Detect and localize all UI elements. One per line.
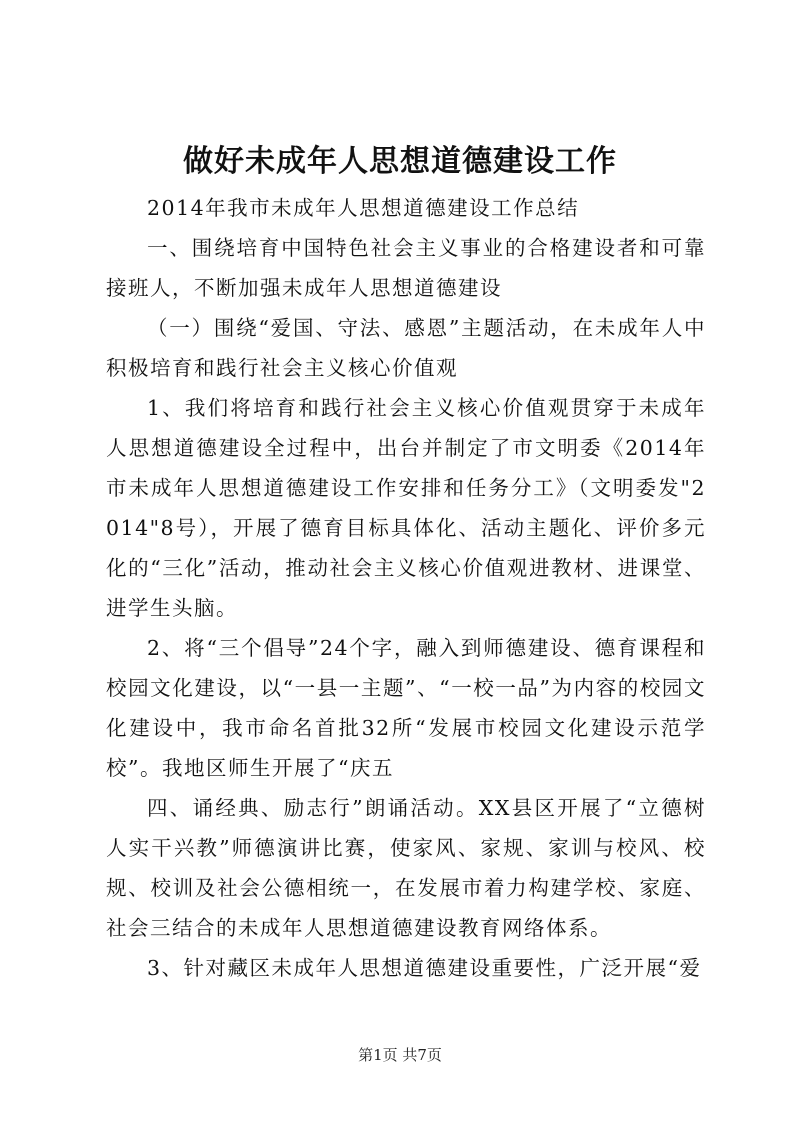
document-title: 做好未成年人思想道德建设工作 bbox=[183, 144, 617, 179]
paragraph-item-3: 3、针对藏区未成年人思想道德建设重要性，广泛开展“爱 bbox=[147, 956, 702, 980]
paragraph-subtitle: 2014年我市未成年人思想道德建设工作总结 bbox=[147, 196, 580, 220]
document-body bbox=[106, 188, 706, 988]
paragraph-subsection-1: （一）围绕“爱国、守法、感恩”主题活动，在未成年人中积极培育和践行社会主义核心价值观 bbox=[106, 316, 706, 380]
paragraph-item-2: 2、将“三个倡导”24个字，融入到师德建设、德育课程和校园文化建设，以“一县一主题”、“一校一品”为内容的校园文化建设中，我市命名首批32所“发展市校园文化建设示范学校”。我地区师生开展了“庆五 bbox=[106, 636, 706, 780]
paragraph-section-1: 一、围绕培育中国特色社会主义事业的合格建设者和可靠接班人，不断加强未成年人思想道德建设 bbox=[106, 236, 706, 300]
paragraph-continued: 四、诵经典、励志行”朗诵活动。XX县区开展了“立德树人实干兴教”师德演讲比赛，使家风、家规、家训与校风、校规、校训及社会公德相统一，在发展市着力构建学校、家庭、社会三结合的未成年人思想道德建设教育网络体系。 bbox=[106, 796, 706, 940]
page-number-footer: 第1页 共7页 bbox=[358, 1046, 442, 1064]
paragraph-item-1: 1、我们将培育和践行社会主义核心价值观贯穿于未成年人思想道德建设全过程中，出台并制定了市文明委《2014年市未成年人思想道德建设工作安排和任务分工》（文明委发"2014"8号），开展了德育目标具体化、活动主题化、评价多元化的“三化”活动，推动社会主义核心价值观进教材、进课堂、进学生头脑。 bbox=[106, 396, 706, 620]
